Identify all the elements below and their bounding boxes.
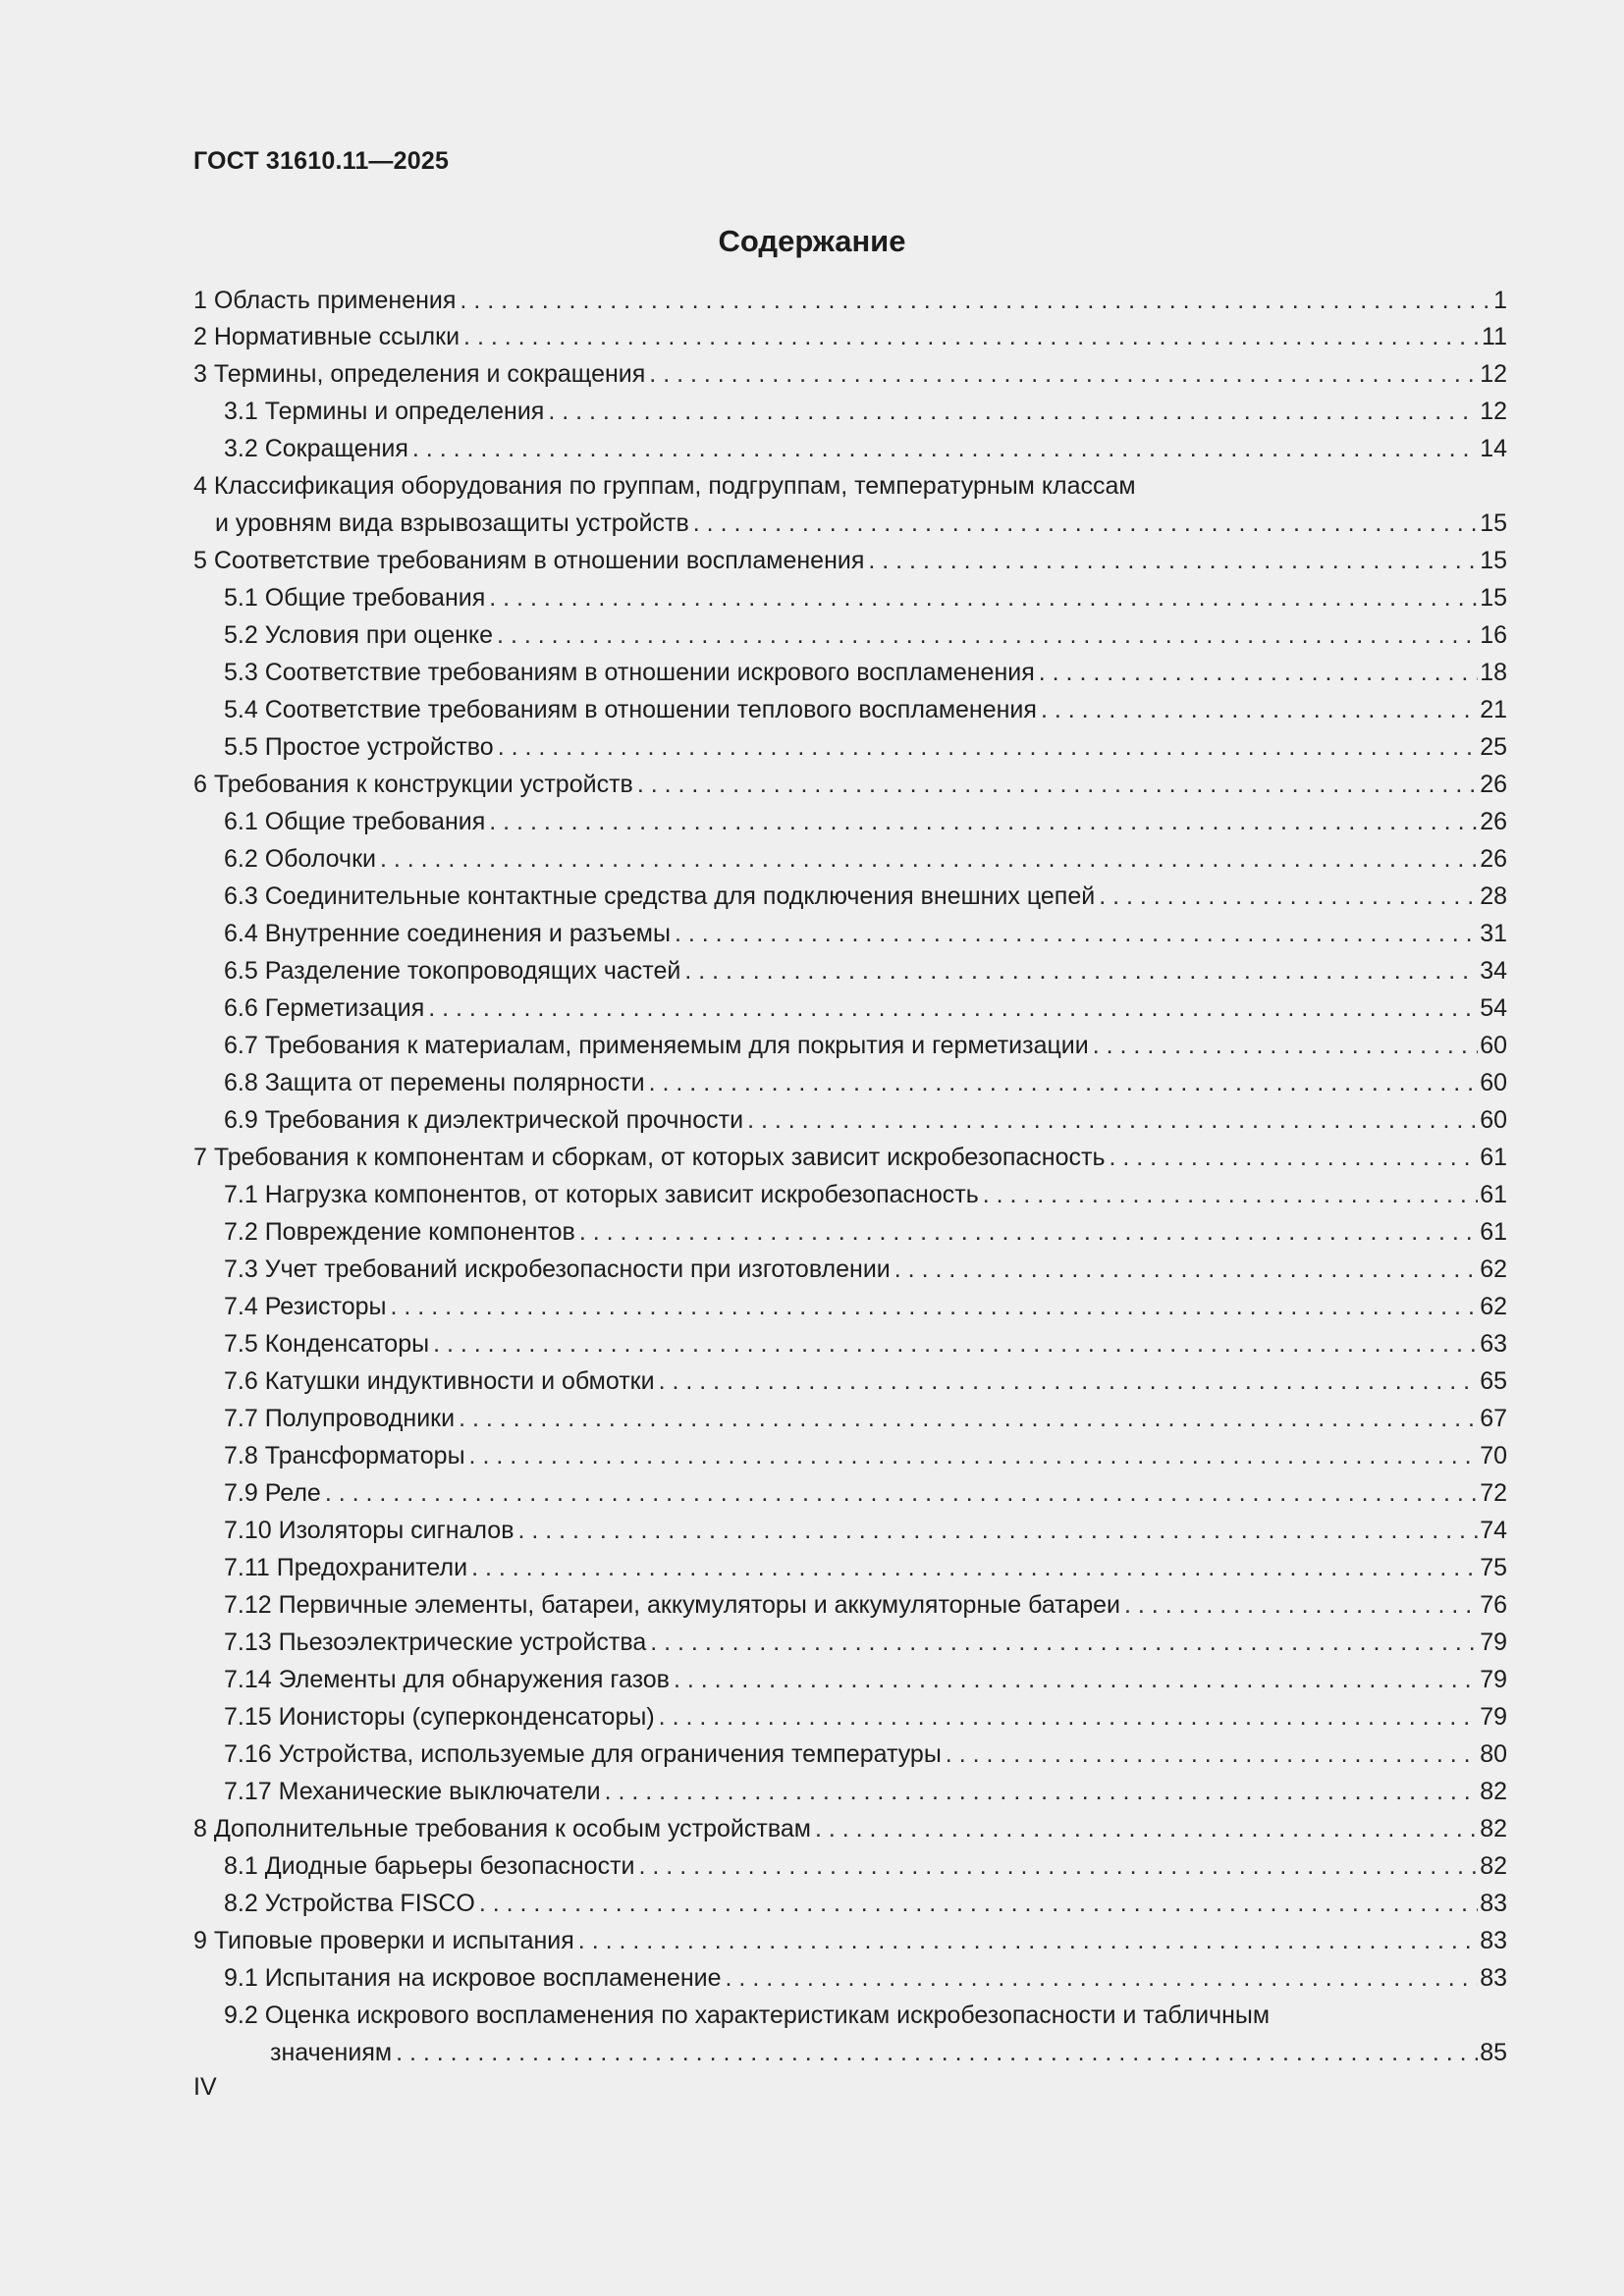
toc-leader-dots [489, 803, 1478, 840]
toc-entry[interactable] [193, 1139, 1507, 1176]
toc-entry-title: 8.2 Устройства FISCO [224, 1890, 475, 1917]
toc-entry[interactable] [193, 803, 1507, 840]
toc-entry-page: 28 [1480, 882, 1507, 910]
toc-entry[interactable] [193, 1922, 1507, 1959]
toc-entry[interactable] [193, 1847, 1507, 1885]
toc-leader-dots [659, 1698, 1479, 1735]
toc-entry[interactable] [193, 1288, 1507, 1325]
toc-entry[interactable] [193, 579, 1507, 616]
toc-entry-page: 82 [1480, 1778, 1507, 1805]
toc-leader-dots [693, 505, 1478, 542]
toc-entry-page: 74 [1480, 1517, 1507, 1544]
toc-leader-dots [1099, 878, 1478, 915]
toc-entry-title: 7.11 Предохранители [224, 1554, 468, 1581]
toc-entry-title: 3.2 Сокращения [224, 435, 408, 462]
toc-entry-title: 7 Требования к компонентам и сборкам, от которых зависит искробезопасность [193, 1144, 1106, 1171]
toc-entry-title: 7.13 Пьезоэлектрические устройства [224, 1629, 647, 1656]
toc-entry-page: 75 [1480, 1554, 1507, 1581]
toc-leader-dots [684, 952, 1478, 989]
toc-entry[interactable] [193, 1101, 1507, 1139]
toc-leader-dots [463, 318, 1480, 355]
toc-leader-dots [578, 1922, 1478, 1959]
toc-entry-title: значениям [270, 2039, 393, 2066]
toc-leader-dots [460, 284, 1491, 318]
toc-entry-title: 7.5 Конденсаторы [224, 1330, 430, 1358]
toc-leader-dots [489, 579, 1478, 616]
toc-entry-page: 14 [1480, 435, 1507, 462]
toc-entry-title: 7.4 Резисторы [224, 1293, 387, 1320]
toc-leader-dots [946, 1735, 1478, 1773]
toc-entry-title: 9.2 Оценка искрового воспламенения по характеристикам искробезопасности и табличным [224, 2002, 1271, 2029]
toc-entry-title: 6.9 Требования к диэлектрической прочности [224, 1106, 744, 1134]
toc-entry-page: 72 [1480, 1479, 1507, 1507]
toc-leader-dots [428, 989, 1478, 1027]
toc-leader-dots [637, 766, 1478, 803]
toc-entry[interactable] [193, 654, 1507, 691]
toc-entry-page: 83 [1480, 1890, 1507, 1917]
toc-entry-page: 67 [1480, 1405, 1507, 1432]
toc-entry-page: 79 [1480, 1703, 1507, 1731]
toc-entry-title: 6 Требования к конструкции устройств [193, 771, 633, 798]
toc-leader-dots [1110, 1139, 1479, 1176]
toc-entry-page: 15 [1480, 547, 1507, 574]
toc-entry[interactable] [193, 1213, 1507, 1251]
toc-leader-dots [433, 1325, 1478, 1362]
toc-entry-title: 7.6 Катушки индуктивности и обмотки [224, 1367, 655, 1395]
toc-entry[interactable] [193, 1997, 1507, 2071]
toc-entry-page: 61 [1480, 1218, 1507, 1246]
toc-entry-title: 7.1 Нагрузка компонентов, от которых зависит искробезопасность [224, 1181, 979, 1208]
toc-entry-title: 7.2 Повреждение компонентов [224, 1218, 575, 1246]
toc-entry[interactable] [193, 1400, 1507, 1437]
toc-entry-title: 7.14 Элементы для обнаружения газов [224, 1666, 670, 1693]
toc-entry[interactable] [193, 318, 1507, 355]
toc-entry-title: 7.3 Учет требований искробезопасности при изготовлении [224, 1255, 891, 1283]
toc-leader-dots [471, 1549, 1478, 1586]
toc-entry-title: 6.7 Требования к материалам, применяемым для покрытия и герметизации [224, 1032, 1089, 1059]
toc-entry-title: 7.9 Реле [224, 1479, 321, 1507]
toc-leader-dots [650, 1624, 1478, 1661]
toc-entry[interactable] [193, 1027, 1507, 1064]
toc-entry-title: 5.5 Простое устройство [224, 733, 494, 761]
toc-leader-dots [479, 1885, 1478, 1922]
toc-entry-page: 25 [1480, 733, 1507, 761]
toc-entry[interactable] [193, 1885, 1507, 1922]
document-code: ГОСТ 31610.11—2025 [193, 147, 450, 175]
toc-leader-dots [639, 1847, 1479, 1885]
toc-entry[interactable] [193, 989, 1507, 1027]
toc-entry-title: 9.1 Испытания на искровое воспламенение [224, 1964, 722, 1992]
toc-entry-page: 76 [1480, 1591, 1507, 1619]
toc-entry[interactable] [193, 691, 1507, 728]
toc-entry-title: 6.2 Оболочки [224, 845, 376, 873]
toc-entry-page: 60 [1480, 1032, 1507, 1059]
toc-leader-dots [649, 1064, 1479, 1101]
toc-entry-title: 8 Дополнительные требования к особым устройствам [193, 1815, 811, 1842]
toc-entry-page: 63 [1480, 1330, 1507, 1358]
toc-entry[interactable] [193, 430, 1507, 467]
toc-leader-dots [412, 430, 1478, 467]
toc-leader-dots [659, 1362, 1479, 1400]
toc-entry-title: и уровням вида взрывозащиты устройств [215, 509, 689, 537]
toc-entry[interactable] [193, 878, 1507, 915]
toc-leader-dots [1041, 691, 1478, 728]
toc-entry-page: 85 [1480, 2039, 1507, 2066]
toc-entry-page: 21 [1480, 696, 1507, 723]
toc-entry-title: 5.3 Соответствие требованиям в отношении искрового воспламенения [224, 659, 1035, 686]
toc-entry[interactable] [193, 1661, 1507, 1698]
toc-leader-dots [1039, 654, 1478, 691]
toc-entry-page: 12 [1480, 398, 1507, 425]
toc-entry-title: 7.8 Трансформаторы [224, 1442, 465, 1469]
toc-entry-page: 18 [1480, 659, 1507, 686]
toc-entry-title: 4 Классификация оборудования по группам, подгруппам, температурным классам [193, 472, 1136, 500]
toc-leader-dots [497, 616, 1478, 654]
toc-leader-dots [469, 1437, 1479, 1474]
toc-entry[interactable] [193, 616, 1507, 654]
toc-entry-title: 7.15 Ионисторы (суперконденсаторы) [224, 1703, 655, 1731]
toc-entry-page: 61 [1480, 1181, 1507, 1208]
toc-entry-title: 6.5 Разделение токопроводящих частей [224, 957, 681, 985]
toc-entry-title: 3.1 Термины и определения [224, 398, 545, 425]
toc-entry-page: 70 [1480, 1442, 1507, 1469]
toc-leader-dots [815, 1810, 1478, 1847]
toc-entry[interactable] [193, 728, 1507, 766]
toc-entry-title: 1 Область применения [193, 287, 457, 314]
toc-entry-page: 60 [1480, 1106, 1507, 1134]
toc-entry-page: 54 [1480, 994, 1507, 1022]
toc-entry[interactable] [193, 1362, 1507, 1400]
toc-entry-title: 7.16 Устройства, используемые для ограничения температуры [224, 1740, 942, 1768]
toc-entry-page: 61 [1480, 1144, 1507, 1171]
toc-entry[interactable] [193, 840, 1507, 878]
toc-entry-page: 1 [1493, 287, 1507, 314]
toc-leader-dots [868, 542, 1478, 579]
toc-entry[interactable] [193, 1698, 1507, 1735]
toc-entry[interactable] [193, 542, 1507, 579]
toc-entry-page: 60 [1480, 1069, 1507, 1096]
toc-entry-title: 9 Типовые проверки и испытания [193, 1927, 574, 1954]
toc-leader-dots [325, 1474, 1478, 1512]
toc-entry-page: 34 [1480, 957, 1507, 985]
toc-entry-page: 31 [1480, 920, 1507, 947]
toc-leader-dots [459, 1400, 1478, 1437]
toc-entry-page: 79 [1480, 1666, 1507, 1693]
toc-entry[interactable] [193, 915, 1507, 952]
toc-entry[interactable] [193, 1810, 1507, 1847]
toc-entry[interactable] [193, 355, 1507, 393]
toc-entry[interactable] [193, 766, 1507, 803]
toc-leader-dots [396, 2034, 1478, 2071]
toc-entry[interactable] [193, 284, 1507, 318]
toc-leader-dots [605, 1773, 1479, 1810]
toc-entry-page: 11 [1482, 323, 1507, 350]
toc-entry-page: 82 [1480, 1852, 1507, 1880]
toc-entry[interactable] [193, 1624, 1507, 1661]
page-number: IV [193, 2073, 217, 2101]
toc-leader-dots [894, 1251, 1478, 1288]
toc-entry[interactable] [193, 1586, 1507, 1624]
toc-entry[interactable] [193, 393, 1507, 430]
toc-entry-page: 80 [1480, 1740, 1507, 1768]
page-title: Содержание [718, 224, 906, 258]
toc-entry-title: 7.12 Первичные элементы, батареи, аккумуляторы и аккумуляторные батареи [224, 1591, 1121, 1619]
toc-leader-dots [1093, 1027, 1478, 1064]
toc-leader-dots [380, 840, 1478, 878]
toc-entry[interactable] [193, 1474, 1507, 1512]
toc-entry[interactable] [193, 1512, 1507, 1549]
toc-entry-page: 83 [1480, 1964, 1507, 1992]
toc-entry[interactable] [193, 1064, 1507, 1101]
toc-leader-dots [579, 1213, 1478, 1251]
toc-entry[interactable] [193, 1325, 1507, 1362]
toc-leader-dots [675, 915, 1478, 952]
toc-entry-page: 12 [1480, 360, 1507, 388]
table-of-contents [193, 284, 1507, 2071]
toc-entry[interactable] [193, 467, 1507, 542]
toc-entry-title: 5 Соответствие требованиям в отношении воспламенения [193, 547, 865, 574]
toc-entry-page: 16 [1480, 621, 1507, 649]
toc-entry[interactable] [193, 952, 1507, 989]
toc-entry[interactable] [193, 1773, 1507, 1810]
toc-leader-dots [391, 1288, 1479, 1325]
toc-entry[interactable] [193, 1251, 1507, 1288]
toc-leader-dots [747, 1101, 1478, 1139]
toc-leader-dots [1124, 1586, 1478, 1624]
toc-entry[interactable] [193, 1176, 1507, 1213]
toc-entry-title: 6.8 Защита от перемены полярности [224, 1069, 645, 1096]
toc-entry-title: 5.1 Общие требования [224, 584, 486, 612]
toc-entry[interactable] [193, 1735, 1507, 1773]
toc-leader-dots [649, 355, 1478, 393]
toc-entry-title: 7.7 Полупроводники [224, 1405, 456, 1432]
toc-entry-title: 5.4 Соответствие требованиям в отношении теплового воспламенения [224, 696, 1037, 723]
toc-entry-page: 15 [1480, 509, 1507, 537]
toc-entry[interactable] [193, 1437, 1507, 1474]
toc-entry-page: 26 [1480, 808, 1507, 835]
toc-entry-page: 62 [1480, 1293, 1507, 1320]
toc-entry[interactable] [193, 1549, 1507, 1586]
toc-entry-title: 7.10 Изоляторы сигналов [224, 1517, 514, 1544]
toc-leader-dots [983, 1176, 1478, 1213]
toc-leader-dots [517, 1512, 1478, 1549]
toc-entry-page: 83 [1480, 1927, 1507, 1954]
toc-entry-title: 3 Термины, определения и сокращения [193, 360, 646, 388]
toc-leader-dots [674, 1661, 1478, 1698]
toc-entry-title: 5.2 Условия при оценке [224, 621, 494, 649]
toc-entry-title: 6.3 Соединительные контактные средства для подключения внешних цепей [224, 882, 1096, 910]
toc-entry-page: 15 [1480, 584, 1507, 612]
toc-entry[interactable] [193, 1959, 1507, 1997]
toc-leader-dots [498, 728, 1478, 766]
toc-entry-page: 79 [1480, 1629, 1507, 1656]
toc-entry-page: 65 [1480, 1367, 1507, 1395]
toc-leader-dots [726, 1959, 1479, 1997]
toc-entry-page: 26 [1480, 771, 1507, 798]
toc-entry-title: 8.1 Диодные барьеры безопасности [224, 1852, 635, 1880]
toc-entry-page: 82 [1480, 1815, 1507, 1842]
toc-entry-title: 2 Нормативные ссылки [193, 323, 460, 350]
toc-entry-title: 6.1 Общие требования [224, 808, 486, 835]
toc-entry-page: 26 [1480, 845, 1507, 873]
toc-entry-title: 6.4 Внутренние соединения и разъемы [224, 920, 671, 947]
toc-entry-title: 7.17 Механические выключатели [224, 1778, 601, 1805]
toc-entry-title: 6.6 Герметизация [224, 994, 425, 1022]
toc-entry-page: 62 [1480, 1255, 1507, 1283]
toc-leader-dots [548, 393, 1478, 430]
